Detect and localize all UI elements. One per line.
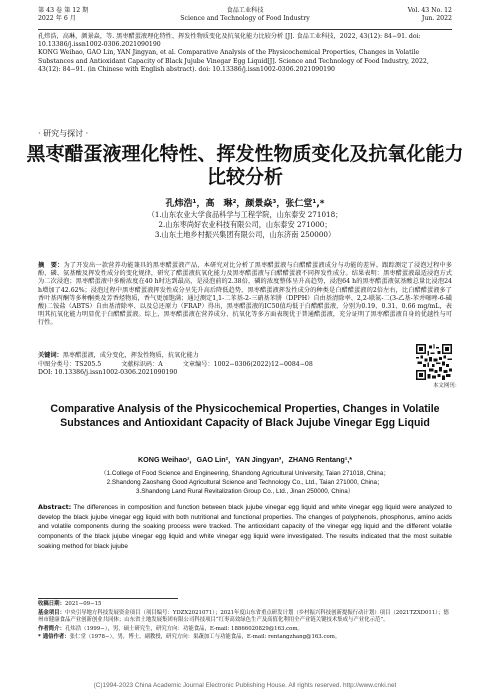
header-center xyxy=(38,7,452,23)
footnote-text: 孔炜浩（1999−），男，硕士研究生，研究方向：功能食品，E-mail: 18866020829@163.com。 xyxy=(64,625,303,632)
copyright-line: (C)1994-2023 China Academic Journal Electronic Publishing House. All rights reserved. http://www.cnki.net xyxy=(93,682,397,689)
authors-cn: 孔炜浩¹，高 琳²，颜景焱³，张仁堂¹,* xyxy=(165,199,325,209)
footnote-received xyxy=(38,601,452,608)
footnote-label: 收稿日期： xyxy=(38,601,65,607)
citation-block xyxy=(38,33,452,74)
affiliation-en-1: （1.College of Food Science and Engineering, Shandong Agricultural University, Taian 271018, China； xyxy=(100,470,390,477)
footnote-text: 2021−09−15 xyxy=(64,601,102,607)
citation-cn: 孔炜浩，高琳，颜景焱，等. 黑枣醋蛋液理化特性、挥发性物质变化及抗氧化能力比较分析 [J]. 食品工业科技，2022, 43(12): 84−91. doi: 10.13386/j.issn1002-0306.2021090190 xyxy=(38,33,421,49)
affiliation-cn-1: （1.山东农业大学食品科学与工程学院，山东泰安 271018； xyxy=(147,210,343,219)
article-number: 文章编号：1002−0306(2022)12−0084−08 xyxy=(182,361,313,368)
title-cn: 黑枣醋蛋液理化特性、挥发性物质变化及抗氧化能力比较分析 xyxy=(26,143,464,188)
authors-en: KONG Weihao¹，GAO Lin²，YAN Jingyan³，ZHANG Rentang¹,* xyxy=(137,455,353,464)
running-header xyxy=(38,7,452,30)
affiliations-en xyxy=(40,470,450,496)
keywords-cn xyxy=(38,352,452,360)
document-code: 文献标识码：A xyxy=(121,361,163,368)
journal-name-en: Science and Technology of Food Industry xyxy=(180,15,310,23)
keywords-cn-text: 黑枣醋蛋液，成分变化，挥发性物质，抗氧化能力 xyxy=(62,352,199,359)
footnote-corresponding xyxy=(38,634,452,641)
abstract-en-text: The differences in composition and function between black jujube vinegar egg liquid and white vinegar egg liquid were analyzed to develop the black jujube vinegar egg liquid with both nutritional and functional properties. The changes of polyphenols, phosphorus, amino acids and volatile components during the soaking process were tracked. The antioxidant capacity of the vinegar egg liquid and the different volatile components of the black jujube vinegar egg liquid and white vinegar egg liquid were investigated. The results indicated that the most suitable soaking method for black jujube xyxy=(38,504,452,550)
footnote-label: 作者简介： xyxy=(38,625,65,632)
keywords-cn-label: 关键词： xyxy=(38,352,63,359)
affiliation-cn-3: 3.山东土地乡村振兴集团有限公司，山东济南 250000） xyxy=(154,230,336,239)
affiliation-en-3: 3.Shandong Land Rural Revitalization Group Co., Ltd., Jinan 250000, China） xyxy=(135,487,355,495)
header-right xyxy=(408,7,452,23)
footnote-label: * 通信作者： xyxy=(38,634,70,641)
classification-row xyxy=(38,361,380,369)
affiliations-cn xyxy=(0,210,490,240)
abstract-en-label: Abstract: xyxy=(38,503,72,511)
footnote-divider xyxy=(38,598,178,599)
abstract-cn-label: 摘 要： xyxy=(38,262,64,269)
citation-en: KONG Weihao, GAO Lin, YAN Jingyan, et al. Comparative Analysis of the Physicochemical Properties, Changes in Volatile Substances and Antioxidant Capacity of Black Jujube Vinegar Egg Liquid[J]. Science and Technology of Food Industry, 2022, 43(12): 84−91. (in Chinese with English abstract). doi: 10.13386/j.issn1002-0306.2021090190 xyxy=(38,49,429,73)
affiliation-en-2: 2.Shandong Zaoshang Good Agricultural Science and Technology Co., Ltd., Taian 271000, China； xyxy=(106,478,384,486)
footnotes xyxy=(38,601,452,643)
footnote-text: 张仁堂（1978−），男，博士，副教授，研究方向：果蔬加工与功能食品，E-mail: rentangzhang@163.com。 xyxy=(69,634,341,641)
qr-code-icon[interactable] xyxy=(416,344,452,380)
date-cn: 2022 年 6 月 xyxy=(38,15,76,23)
volume-en: Vol. 43 No. 12 xyxy=(407,7,452,14)
affiliation-cn-2: 2.山东枣尚好农业科技有限公司，山东泰安 271000； xyxy=(158,220,332,229)
qr-label: 本文网刊： xyxy=(433,383,460,389)
date-en: Jun. 2022 xyxy=(421,15,452,23)
clc-number: 中图分类号：TS205.5 xyxy=(38,361,102,368)
footnote-label: 基金项目： xyxy=(38,609,65,616)
footnote-text: 中央引导地方科技发展资金项目（项目编号：YDZX2021071）；2021年度山东省重点研发计划（乡村振兴科技创新提振行动计划）项目（2021TZXD011）；德州市健康食品产业创新创业共同体；山东省土地发展集团有限公司科技项目“红枣高效绿色生产及高值化利用全产业链关键技术集成与产业化示范”。 xyxy=(38,609,449,623)
footnote-funding xyxy=(38,610,452,624)
footnote-author xyxy=(38,626,452,633)
abstract-cn xyxy=(38,262,452,328)
journal-name-cn: 食品工业科技 xyxy=(226,7,264,14)
volume-cn: 第 43 卷 第 12 期 xyxy=(38,7,89,14)
abstract-en xyxy=(38,503,452,552)
title-en: Comparative Analysis of the Physicochemical Properties, Changes in Volatile Substances and Antioxidant Capacity of Black Jujube Vinegar Egg Liquid xyxy=(50,403,440,429)
section-label: · 研究与探讨 · xyxy=(38,129,89,138)
abstract-cn-text: 为了开发出一款营养功能兼具的黑枣醋蛋液产品，本研究对比分析了黑枣醋蛋液与白醋醋蛋液成分与功能的差异。跟踪测定了浸泡过程中多酚、磷、氨基酸及挥发性成分的变化规律，研究了醋蛋液抗氧化能力及黑枣醋蛋液与白醋醋蛋液不同挥发性成分。结果表明：黑枣醋蛋液最适浸泡方式为二次浸泡；黑枣醋蛋液中多酚浓度在40 h时达到最高，是浸泡前的2.38倍，磷的浓度整体呈升高趋势，浸泡64 h的黑枣醋蛋液氨基酸总量比浸泡24 h增加了42.62%；浸泡过程中黑枣醋蛋液挥发性成分呈先升高后降低趋势，黑枣醋蛋液挥发性成分的种类是白醋醋蛋液的2倍左右，比白醋醋蛋液多了香叶基丙酮等多种酮类及芳香烃物质，香气更加饱满；通过测定1,1-二苯基-2-三硝基苯肼（DPPH）自由基清除率、2,2-联氮-二(3-乙基-苯并噻唑-6-磺酸)二铵盐（ABTS）自由基清除率、以及总还原力（FRAP）得出，黑枣醋蛋液的IC50值均低于白醋醋蛋液，分别为0.19、0.31、0.66 mg/mL，表明其抗氧化能力明显优于白醋醋蛋液。综上，黑枣醋蛋液在营养成分、抗氧化等多方面表现优于普通醋蛋液，充分证明了黑枣醋蛋液自身的优越性与可行性。 xyxy=(38,262,453,327)
doi-line: DOI: 10.13386/j.issn1002-0306.2021090190 xyxy=(38,369,178,376)
